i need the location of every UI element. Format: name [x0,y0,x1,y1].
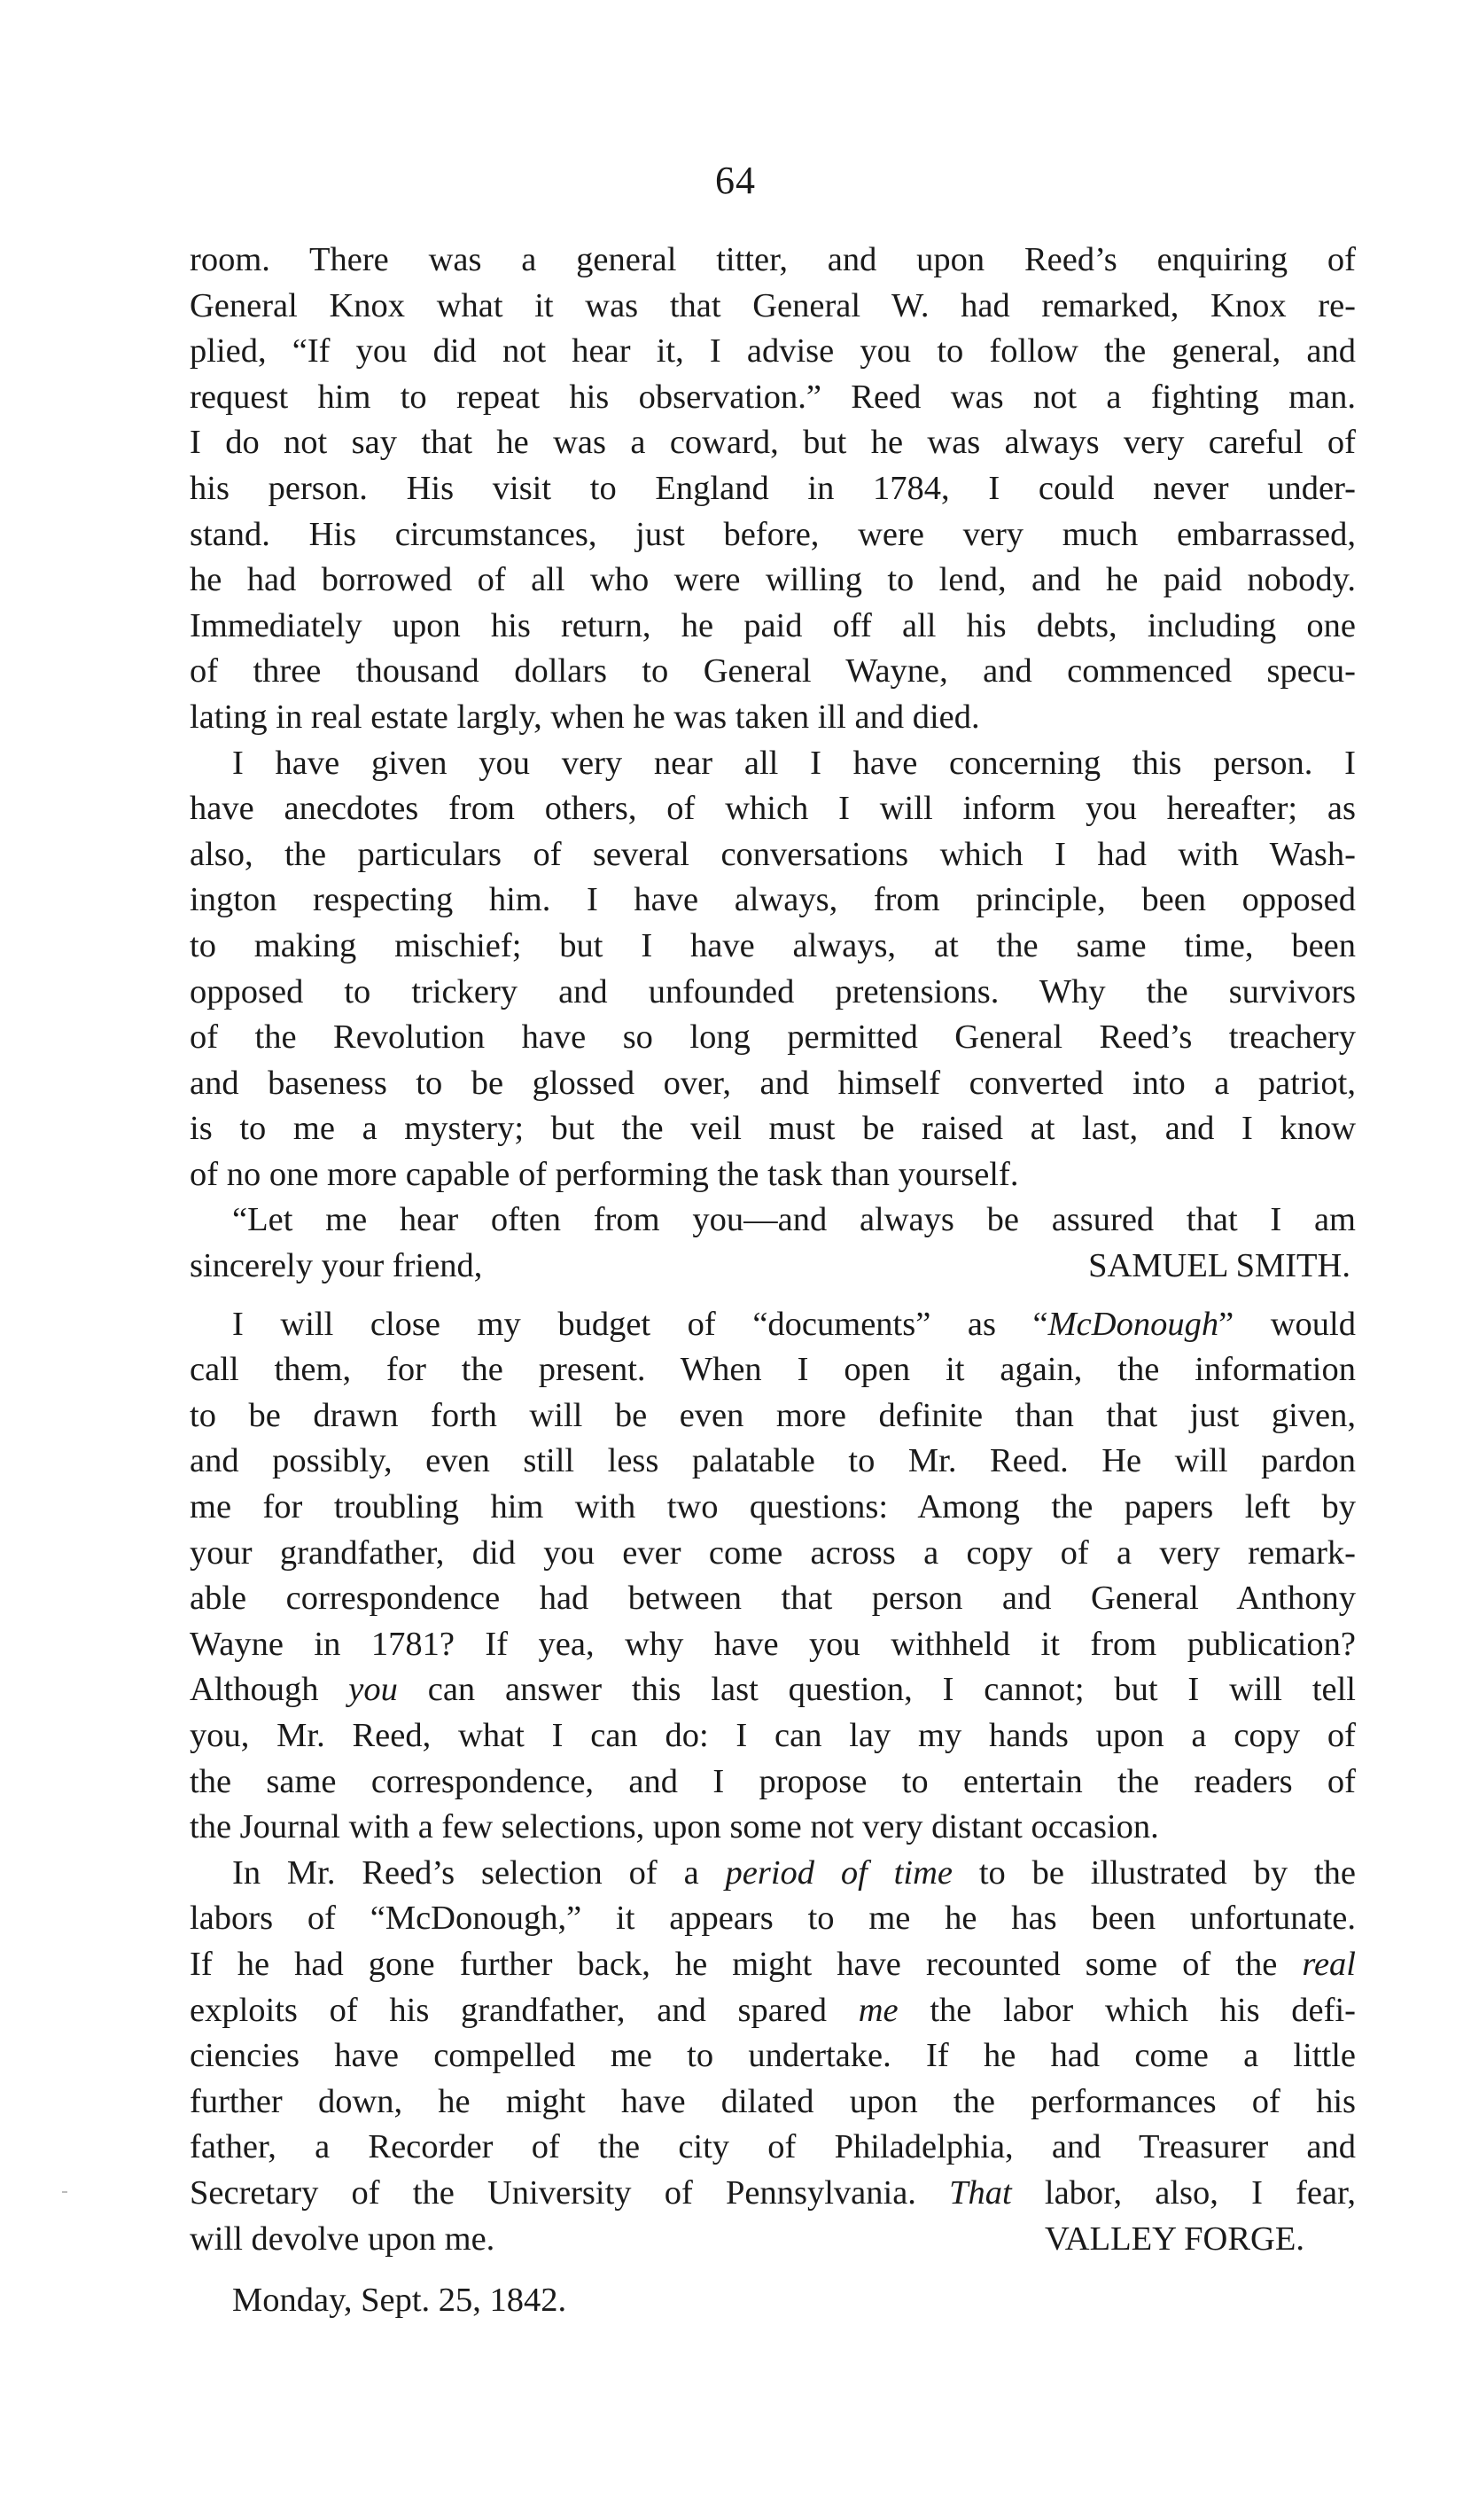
text-line: able correspondence had between that person and General Anthony [190,1580,1356,1618]
text-line [190,1942,1356,1988]
text-line: “Let me hear often from you—and always be assured that I am [232,1201,1356,1239]
italic-text: McDonough [1047,1305,1219,1343]
text-line: Wayne in 1781? If yea, why have you withheld it from publication? [190,1625,1356,1663]
text-span: In Mr. Reed’s selection of a [232,1853,726,1892]
body-text [190,238,1356,2324]
text-line: labors of “McDonough,” it appears to me he has been unfortunate. [190,1900,1356,1938]
text-line: I do not say that he was a coward, but he was always very careful of [190,424,1356,462]
text-line: your grandfather, did you ever come across a copy of a very remark- [190,1533,1356,1572]
signature-valley-forge: VALLEY FORGE. [1044,2220,1304,2258]
text-line: have anecdotes from others, of which I will inform you hereafter; as [190,790,1356,828]
text-line: ciencies have compelled me to undertake. If he had come a little [190,2037,1356,2075]
margin-mark [62,2191,67,2193]
text-line: opposed to trickery and unfounded pretensions. Why the survivors [190,972,1356,1010]
text-line: I have given you very near all I have concerning this person. I [232,744,1356,782]
dateline: Monday, Sept. 25, 1842. [232,2282,567,2320]
italic-text: me [858,1991,899,2029]
text-span: to be illustrated by the [952,1853,1356,1892]
paragraph-2 [190,741,1356,1198]
text-line: to making mischief; but I have always, at the same time, been [190,926,1356,964]
text-span: I will close my budget of “documents” as “ [232,1305,1048,1343]
text-line: of no one more capable of performing the task than yourself. [190,1155,1019,1193]
letter-closing-line [190,1244,1356,1290]
italic-text: period of time [725,1853,953,1892]
text-span: exploits of his grandfather, and spared [190,1991,859,2029]
text-line: his person. His visit to England in 1784, I could never under- [190,469,1356,507]
paragraph-5 [190,1851,1356,2262]
closing-text: will devolve upon me. [190,2220,495,2258]
text-line: room. There was a general titter, and upon Reed’s enquiring of [190,241,1356,278]
text-line: lating in real estate largly, when he was taken ill and died. [190,698,980,736]
text-line: the Journal with a few selections, upon some not very distant occasion. [190,1808,1159,1846]
text-line: Immediately upon his return, he paid off all his debts, including one [190,606,1356,644]
text-line: plied, “If you did not hear it, I advise you to follow the general, and [190,332,1356,371]
text-line: further down, he might have dilated upon the performances of his [190,2082,1356,2120]
paragraph-3 [190,1198,1356,1289]
text-line [190,2171,1356,2217]
text-line: he had borrowed of all who were willing to lend, and he paid nobody. [190,561,1356,599]
text-span: Secretary of the University of Pennsylvania. [190,2173,950,2212]
text-line: is to me a mystery; but the veil must be raised at last, and I know [190,1110,1356,1148]
text-line [190,1851,1356,1897]
text-line: of three thousand dollars to General Wayne, and commenced specu- [190,652,1356,690]
text-line [190,1302,1356,1348]
text-line: request him to repeat his observation.” Reed was not a fighting man. [190,378,1356,416]
text-span: ” would [1218,1305,1356,1343]
paragraph-4 [190,1302,1356,1851]
text-line: and baseness to be glossed over, and himself converted into a patriot, [190,1064,1356,1102]
text-span: Although [190,1671,349,1709]
italic-text: real [1302,1945,1356,1983]
text-line: and possibly, even still less palatable to Mr. Reed. He will pardon [190,1442,1356,1480]
text-span: can answer this last question, I cannot; but I will tell [397,1671,1356,1709]
text-line: me for troubling him with two questions: Among the papers left by [190,1488,1356,1526]
signature-samuel-smith: SAMUEL SMITH. [1088,1247,1350,1285]
page-number: 64 [715,159,756,202]
text-line: the same correspondence, and I propose to entertain the readers of [190,1762,1356,1800]
text-line: General Knox what it was that General W. had remarked, Knox re- [190,286,1356,324]
text-line: call them, for the present. When I open it again, the information [190,1351,1356,1389]
closing-text: sincerely your friend, [190,1247,483,1285]
text-line: ington respecting him. I have always, from principle, been opposed [190,881,1356,919]
paragraph-1 [190,238,1356,741]
text-span: the labor which his defi- [898,1991,1356,2029]
text-line [190,1988,1356,2034]
text-line: to be drawn forth will be even more definite than that just given, [190,1396,1356,1434]
text-line: of the Revolution have so long permitted General Reed’s treachery [190,1018,1356,1057]
italic-text: That [949,2173,1012,2212]
text-line: stand. His circumstances, just before, were very much embarrassed, [190,515,1356,553]
text-line: also, the particulars of several conversations which I had with Wash- [190,835,1356,873]
article-closing-line [190,2217,1356,2263]
italic-text: you [348,1671,398,1709]
text-line: father, a Recorder of the city of Philadelphia, and Treasurer and [190,2128,1356,2166]
text-line [190,1667,1356,1713]
text-span: labor, also, I fear, [1011,2173,1356,2212]
text-span: If he had gone further back, he might have recounted some of the [190,1945,1303,1983]
text-line: you, Mr. Reed, what I can do: I can lay my hands upon a copy of [190,1717,1356,1754]
